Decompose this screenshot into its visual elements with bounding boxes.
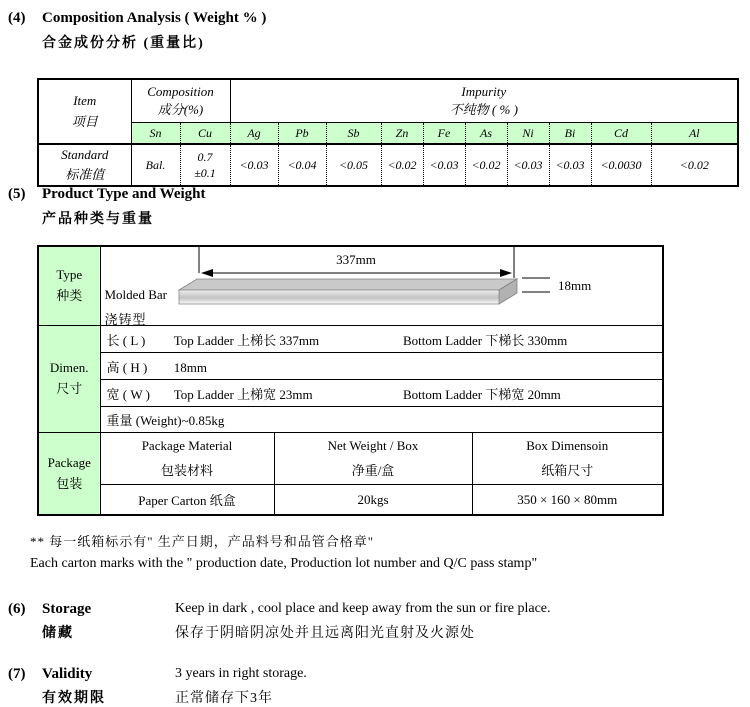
arrowhead-right-icon [500, 269, 512, 277]
value-fe: <0.03 [423, 144, 465, 186]
dim-label: 高 ( H ) [106, 359, 148, 375]
element-symbol: Zn [381, 123, 423, 145]
package-header-en: Package [47, 454, 91, 470]
type-value-zh: 浇铸型 [104, 312, 147, 327]
section6-title-zh: 储藏 [42, 626, 74, 641]
net-weight-en: Net Weight / Box [327, 438, 419, 454]
element-symbol: Al [651, 123, 738, 145]
validity-desc-en: 3 years in right storage. [175, 666, 307, 681]
dim-label: 重量 (Weight)~0.85kg [106, 413, 225, 428]
item-header-cell [38, 79, 131, 144]
dim-label: 长 ( L ) [106, 332, 146, 348]
dim-value-bottom: Bottom Ladder 下梯宽 20mm [403, 386, 561, 402]
type-content-cell [100, 246, 663, 326]
dimension-row-weight [100, 407, 663, 433]
package-header-cell [38, 433, 100, 516]
standard-value-row [38, 144, 738, 186]
element-symbol: Sb [326, 123, 381, 145]
section6-title-en: Storage [42, 601, 92, 617]
type-header-zh: 种类 [56, 288, 83, 303]
element-symbol: Cd [591, 123, 651, 145]
dim-value-top: Top Ladder 上梯长 337mm [173, 332, 320, 348]
arrowhead-left-icon [201, 269, 213, 277]
element-symbol: Ag [230, 123, 278, 145]
dimension-row-height [100, 353, 663, 380]
element-symbol: Bi [549, 123, 591, 145]
box-dimension-value: 350 × 160 × 80mm [472, 485, 663, 516]
dim-value-top: Top Ladder 上梯宽 23mm [173, 386, 313, 402]
bar-front-face [179, 290, 499, 304]
section5-subtitle: 产品种类与重量 [42, 212, 154, 227]
impurity-header-zh: 不纯物 ( % ) [449, 102, 518, 117]
package-material-zh: 包装材料 [160, 462, 213, 478]
dimension-row-width [100, 380, 663, 407]
carton-footnote-en: Each carton marks with the " production date, Production lot number and Q/C pass stamp" [30, 556, 538, 571]
value-zn: <0.02 [381, 144, 423, 186]
type-value-en: Molded Bar [104, 287, 167, 302]
value-cd: <0.0030 [591, 144, 651, 186]
box-dimension-en: Box Dimensoin [526, 438, 609, 454]
section4-subtitle: 合金成份分析 (重量比) [42, 36, 205, 51]
value-sn: Bal. [131, 144, 180, 186]
storage-desc-zh: 保存于阴暗阴凉处并且远离阳光直射及火源处 [175, 626, 475, 641]
section4-title: Composition Analysis ( Weight % ) [42, 10, 267, 26]
product-table [37, 245, 664, 516]
dim-value-top: 18mm [173, 359, 207, 375]
molded-bar-diagram [101, 247, 660, 323]
carton-footnote-zh: ** 每一纸箱标示有" 生产日期，产品料号和品管合格章" [30, 534, 375, 549]
value-ag: <0.03 [230, 144, 278, 186]
section6-number: (6) [8, 601, 26, 617]
section7-number: (7) [8, 666, 26, 682]
bar-length-label: 337mm [335, 252, 376, 267]
element-symbol: Pb [278, 123, 326, 145]
value-ni: <0.03 [507, 144, 549, 186]
package-col-boxdim [472, 433, 663, 485]
dimen-header-cell [38, 326, 100, 433]
type-header-en: Type [56, 267, 83, 283]
element-symbol: Sn [131, 123, 180, 145]
type-header-cell [38, 246, 100, 326]
section7-title-en: Validity [42, 666, 93, 682]
impurity-header-en: Impurity [461, 84, 507, 100]
section7-title-zh: 有效期限 [42, 691, 106, 706]
dimen-header-zh: 尺寸 [56, 381, 83, 396]
composition-header-zh: 成分(%) [157, 102, 204, 117]
box-dimension-zh: 纸箱尺寸 [541, 462, 594, 478]
package-col-material [100, 433, 274, 485]
impurity-header-cell [230, 79, 738, 123]
section4-number: (4) [8, 10, 26, 26]
value-pb: <0.04 [278, 144, 326, 186]
element-symbol: Ni [507, 123, 549, 145]
element-symbol-row [38, 123, 738, 145]
package-material-en: Package Material [141, 438, 233, 454]
package-col-netweight [274, 433, 472, 485]
element-symbol: Cu [180, 123, 230, 145]
item-header-en: Item [73, 93, 97, 109]
dimen-header-en: Dimen. [49, 360, 89, 376]
value-as: <0.02 [465, 144, 507, 186]
package-material-value: Paper Carton 纸盒 [100, 485, 274, 516]
dim-label: 宽 ( W ) [106, 386, 150, 402]
net-weight-zh: 净重/盒 [351, 462, 395, 478]
standard-label-en: Standard [61, 147, 109, 162]
composition-header-cell [131, 79, 230, 123]
dimension-row-length [100, 326, 663, 353]
validity-desc-zh: 正常储存下3年 [175, 691, 273, 706]
package-header-zh: 包装 [56, 475, 83, 491]
standard-label-zh: 标准值 [65, 167, 105, 183]
value-al: <0.02 [651, 144, 738, 186]
net-weight-value: 20kgs [274, 485, 472, 516]
standard-label-cell [38, 144, 131, 186]
composition-header-en: Composition [147, 84, 214, 100]
dim-value-bottom: Bottom Ladder 下梯长 330mm [403, 332, 568, 348]
value-bi: <0.03 [549, 144, 591, 186]
storage-desc-en: Keep in dark , cool place and keep away from the sun or fire place. [175, 601, 551, 616]
value-cu: 0.7 ±0.1 [180, 144, 230, 186]
bar-height-label: 18mm [557, 278, 591, 293]
composition-table [37, 78, 739, 187]
element-symbol: Fe [423, 123, 465, 145]
item-header-zh: 项目 [71, 113, 98, 129]
section5-number: (5) [8, 186, 26, 202]
bar-top-face [179, 279, 517, 290]
section5-title: Product Type and Weight [42, 186, 206, 202]
value-sb: <0.05 [326, 144, 381, 186]
element-symbol: As [465, 123, 507, 145]
